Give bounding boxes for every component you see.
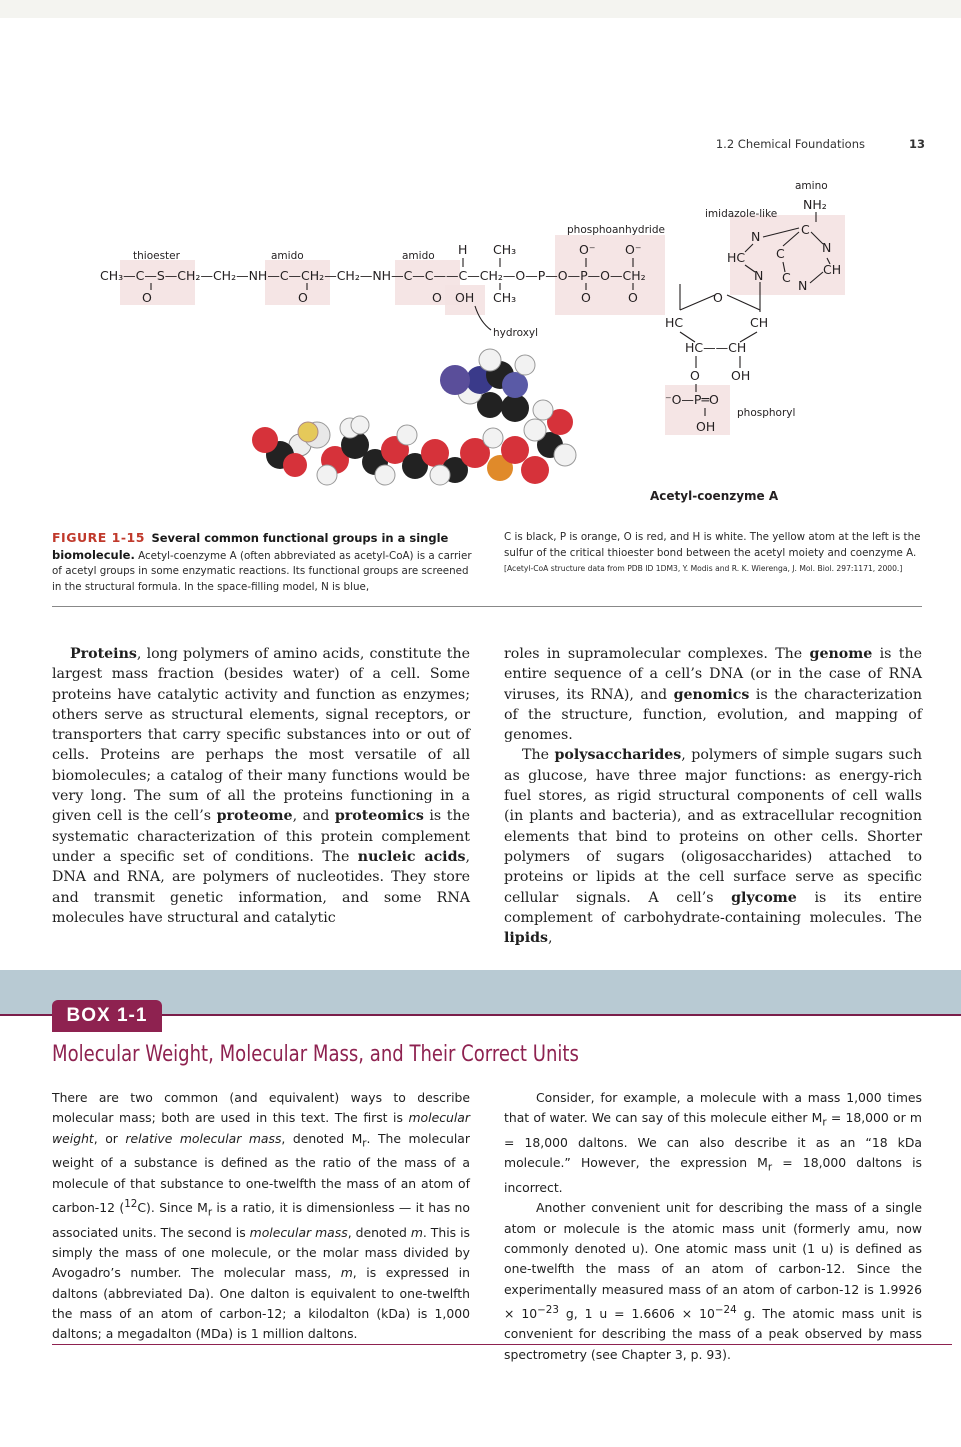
svg-text:N: N xyxy=(751,229,761,244)
svg-text:HC: HC xyxy=(727,250,746,265)
svg-text:O: O xyxy=(581,290,591,305)
svg-text:O: O xyxy=(432,290,442,305)
text-run: , and xyxy=(292,808,335,825)
figure-credit: [Acetyl-CoA structure data from PDB ID 1DM3, Y. Modis and R. K. Wierenga, J. Mol. Biol. 297:1171, 2000.] xyxy=(504,564,903,574)
figure-title: Several common functional groups in a single biomolecule. xyxy=(52,531,449,562)
text-run: genome xyxy=(809,646,873,662)
text-run: is the systematic characterization of this protein complement under a specific set of conditions. The xyxy=(52,808,470,865)
box-bottom-rule xyxy=(52,1344,952,1345)
text-run: nucleic acids xyxy=(357,848,466,865)
caption-left xyxy=(52,530,477,595)
label-phosphoryl: phosphoryl xyxy=(737,407,796,419)
text-run: , denoted xyxy=(347,1224,411,1240)
text-run: r xyxy=(767,1161,773,1174)
text-run: molecular mass xyxy=(249,1224,348,1240)
text-run: is its entire complement of carbohydrate-containing molecules. The xyxy=(504,889,922,926)
figure-acetyl-coa xyxy=(95,170,935,520)
text-run: polysaccharides xyxy=(554,747,682,764)
text-run: r xyxy=(207,1206,213,1219)
box-column-right xyxy=(504,1088,922,1365)
text-run: r xyxy=(362,1137,367,1150)
label-amido-2: amido xyxy=(402,250,435,262)
svg-text:C: C xyxy=(776,246,785,261)
text-run: . The molecular weight of a substance is defined as the ratio of the mass of a molecule of that substance to one-twelfth the mass of an atom of carbon-12 ( xyxy=(52,1130,470,1216)
text-run: = 18,000 or m = 18,000 daltons. We can also describe it as an “18 kDa molecule.” However, the expression M xyxy=(504,1110,922,1171)
text-run: The xyxy=(522,747,555,764)
label-phosphoanhydride: phosphoanhydride xyxy=(567,224,665,236)
text-run: , polymers of simple sugars such as glucose, have three major functions: as energy-rich fuel stores, as rigid structural components of cell walls (in plants and bacteria), and as extracellular recognition elements that bind to proteins on other cells. Shorter polymers of sugars (oligosaccharides) attached to proteins or lipids at the cell surface serve as specific cellular signals. A cell’s xyxy=(504,747,922,906)
svg-text:CH₃—C—S—CH₂—CH₂—NH—C—CH₂—CH₂—N: CH₃—C—S—CH₂—CH₂—NH—C—CH₂—CH₂—NH—C—C——C—CH₂—O—P—O—P—O—CH₂ xyxy=(100,268,646,283)
body-text xyxy=(52,644,923,947)
text-run: 12 xyxy=(124,1197,138,1210)
text-run: Consider, for example, a molecule with a mass 1,000 times that of water. We can say of this molecule either M xyxy=(504,1090,922,1126)
text-run: roles in supramolecular complexes. The xyxy=(504,646,810,662)
text-run: genomics xyxy=(673,686,750,703)
text-run: g, 1 u = 1.6606 × 10 xyxy=(558,1306,715,1322)
svg-text:O⁻: O⁻ xyxy=(579,242,596,257)
text-run: Proteins xyxy=(70,646,137,662)
box-column-left xyxy=(52,1088,470,1345)
text-run: g. The atomic mass unit is convenient for describing the mass of a peak observed by mass spectrometry (see Chapter 3, p. 93). xyxy=(504,1306,922,1362)
text-run: r xyxy=(822,1116,827,1129)
paragraph-genome xyxy=(504,644,922,745)
svg-text:O: O xyxy=(713,290,723,305)
svg-text:O⁻: O⁻ xyxy=(625,242,642,257)
text-run: , xyxy=(548,930,553,947)
text-run: molecular weight xyxy=(52,1110,470,1146)
svg-text:CH₃: CH₃ xyxy=(493,242,517,257)
text-run: , or xyxy=(93,1130,126,1146)
svg-text:CH₃: CH₃ xyxy=(493,290,517,305)
figure-caption xyxy=(52,530,922,602)
text-run: is a ratio, it is dimensionless — it has no associated units. The second is xyxy=(52,1200,470,1240)
caption-text-left: Acetyl-coenzyme A (often abbreviated as acetyl-CoA) is a carrier of acetyl groups in some enzymatic reactions. Its functional groups are screened in the structural formula. In the space-filling model, N is blue, xyxy=(52,549,472,593)
svg-text:O: O xyxy=(628,290,638,305)
svg-text:⁻O—P═O: ⁻O—P═O xyxy=(665,392,719,407)
text-run: proteome xyxy=(216,808,293,825)
svg-text:O: O xyxy=(690,368,700,383)
box-tab: BOX 1-1 xyxy=(52,1000,162,1032)
text-run: , long polymers of amino acids, constitute the largest mass fraction (besides water) of a cell. Some proteins have catalytic activity and function as enzymes; others serve as structural elements, signal receptors, or transporters that carry specific substances into or out of cells. Proteins are perhaps the most versatile of all biomolecules; a catalog of their many functions would be very long. The sum of all the proteins functioning in a given cell is the cell’s xyxy=(52,646,470,825)
svg-text:CH: CH xyxy=(823,262,842,277)
text-run: is the characterization of the structure, function, evolution, and mapping of genomes. xyxy=(504,686,922,744)
box-paragraph-2 xyxy=(504,1088,922,1198)
text-run: Another convenient unit for describing the mass of a single atom or molecule is the atomic mass unit (formerly amu, now commonly denoted u). One atomic mass unit (1 u) is defined as one-twelfth the mass of an atom of carbon-12. Since the experimentally measured mass of an atom of carbon-12 is 1.9926 × 10 xyxy=(504,1200,922,1322)
text-run: = 18,000 daltons is incorrect. xyxy=(504,1155,922,1196)
caption-right xyxy=(504,530,929,577)
figure-label: FIGURE 1-15 xyxy=(52,530,145,545)
caption-divider xyxy=(52,606,922,607)
paragraph-polysaccharides xyxy=(504,745,922,948)
svg-text:CH: CH xyxy=(750,315,769,330)
svg-text:OH: OH xyxy=(455,290,475,305)
text-run: m xyxy=(410,1224,423,1240)
svg-text:HC——CH: HC——CH xyxy=(685,340,747,355)
text-run: C). Since M xyxy=(137,1200,208,1216)
space-filling-model-icon xyxy=(252,349,576,485)
label-thioester: thioester xyxy=(133,250,180,262)
text-run: . This is simply the mass of one molecule, or the molar mass divided by Avogadro’s number. The molecular mass, xyxy=(52,1224,470,1281)
running-head xyxy=(600,137,925,153)
text-run: m xyxy=(340,1265,353,1281)
svg-text:O: O xyxy=(298,290,308,305)
top-band xyxy=(0,0,961,18)
body-column-right xyxy=(504,644,922,948)
label-amido-1: amido xyxy=(271,250,304,262)
text-run: lipids xyxy=(504,930,548,947)
text-run: , is expressed in daltons (abbreviated Da). One dalton is equivalent to one-twelfth the mass of an atom of carbon-12; a kilodalton (kDa) is 1,000 daltons; a megadalton (MDa) is 1 million daltons. xyxy=(52,1265,470,1342)
caption-text-right: C is black, P is orange, O is red, and H is white. The yellow atom at the left is the sulfur of the critical thioester bond between the acetyl moiety and coenzyme A. xyxy=(504,531,921,559)
box-paragraph-3 xyxy=(504,1198,922,1365)
svg-text:C: C xyxy=(782,270,791,285)
text-run: relative molecular mass xyxy=(125,1130,282,1146)
page-number: 13 xyxy=(908,137,925,151)
box-text xyxy=(52,1088,922,1362)
body-column-left xyxy=(52,644,470,928)
text-run: −23 xyxy=(537,1303,559,1316)
text-run: proteomics xyxy=(334,808,424,825)
svg-text:O: O xyxy=(142,290,152,305)
svg-text:N: N xyxy=(754,268,764,283)
running-head-section: 1.2 Chemical Foundations xyxy=(715,137,865,151)
label-hydroxyl: hydroxyl xyxy=(493,327,539,339)
svg-text:C: C xyxy=(801,222,810,237)
text-run: , denoted M xyxy=(281,1130,363,1146)
molecule-name: Acetyl-coenzyme A xyxy=(650,489,779,503)
box-title: Molecular Weight, Molecular Mass, and Their Correct Units xyxy=(52,1042,579,1067)
text-run: is the entire sequence of a cell’s DNA (or in the case of RNA viruses, its RNA), and xyxy=(504,646,923,703)
label-amino: amino xyxy=(795,180,828,192)
paragraph-proteins xyxy=(52,644,470,928)
text-run: −24 xyxy=(714,1303,737,1316)
text-run: , DNA and RNA, are polymers of nucleotides. They store and transmit genetic information, and some RNA molecules have structural and catalytic xyxy=(52,848,470,926)
svg-text:NH₂: NH₂ xyxy=(803,197,827,212)
svg-text:HC: HC xyxy=(665,315,684,330)
structure-diagram xyxy=(95,170,935,520)
text-run: glycome xyxy=(731,889,797,906)
svg-text:H: H xyxy=(458,242,468,257)
box-paragraph-1 xyxy=(52,1088,470,1345)
svg-text:N: N xyxy=(822,240,832,255)
svg-text:OH: OH xyxy=(731,368,751,383)
svg-text:OH: OH xyxy=(696,419,716,434)
svg-text:N: N xyxy=(798,278,808,293)
label-imidazole: imidazole-like xyxy=(705,208,778,220)
text-run: There are two common (and equivalent) ways to describe molecular mass; both are used in this text. The first is xyxy=(52,1090,470,1126)
